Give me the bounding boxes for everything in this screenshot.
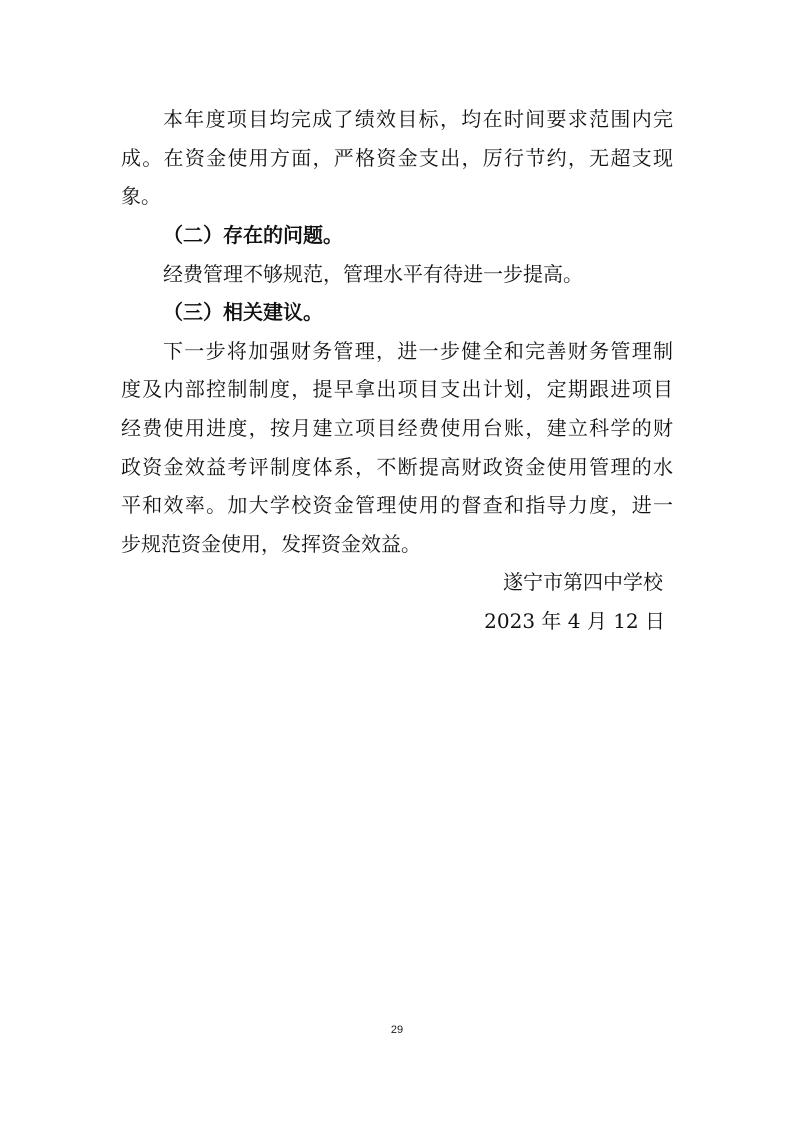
paragraph-line: 政资金效益考评制度体系，不断提高财政资金使用管理的水	[121, 455, 673, 479]
section-heading-problems: （二）存在的问题。	[163, 223, 343, 247]
section-heading-suggestions: （三）相关建议。	[163, 300, 323, 324]
signature-organization: 遂宁市第四中学校	[503, 570, 663, 594]
paragraph-line: 度及内部控制制度，提早拿出项目支出计划，定期跟进项目	[121, 377, 673, 401]
paragraph-line: 本年度项目均完成了绩效目标，均在时间要求范围内完	[163, 107, 673, 131]
paragraph-line: 平和效率。加大学校资金管理使用的督查和指导力度，进一	[121, 493, 673, 517]
page-number: 29	[390, 1024, 404, 1036]
paragraph-line: 成。在资金使用方面，严格资金支出，厉行节约，无超支现	[121, 146, 673, 170]
paragraph-line: 象。	[121, 184, 161, 208]
signature-date: 2023 年 4 月 12 日	[484, 609, 665, 633]
paragraph-line: 经费管理不够规范，管理水平有待进一步提高。	[163, 262, 583, 286]
paragraph-line: 下一步将加强财务管理，进一步健全和完善财务管理制	[163, 339, 673, 363]
paragraph-line: 步规范资金使用，发挥资金效益。	[121, 532, 421, 556]
paragraph-line: 经费使用进度，按月建立项目经费使用台账，建立科学的财	[121, 416, 673, 440]
